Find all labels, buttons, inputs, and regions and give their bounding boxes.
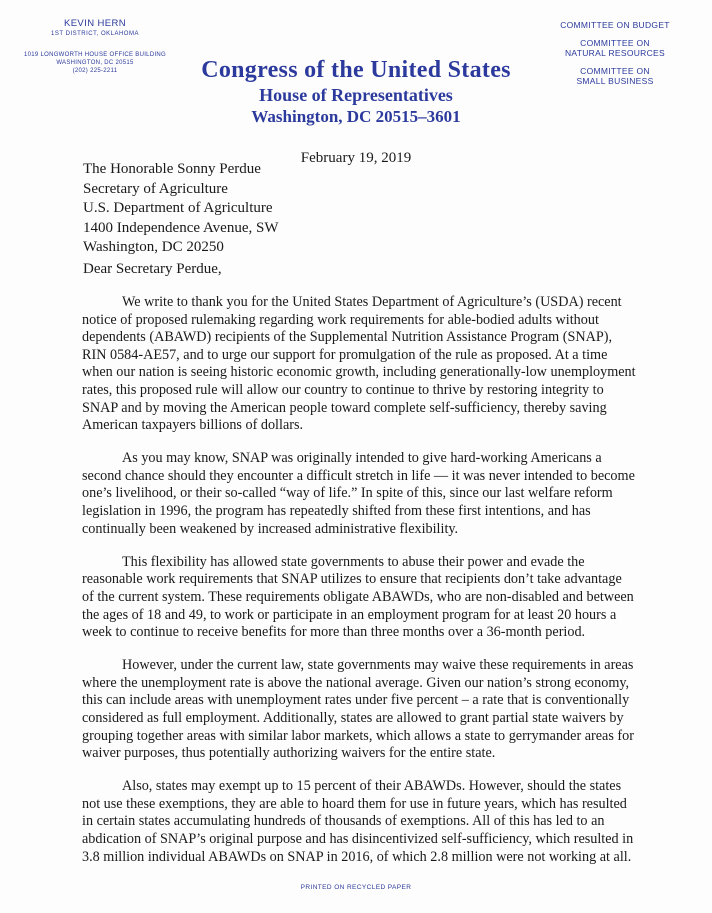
- office-line-1: 1019 LONGWORTH HOUSE OFFICE BUILDING: [23, 52, 167, 58]
- body-paragraph: However, under the current law, state governments may waive these requirements in areas where the unemployment rate is above the national average. Given our nation’s strong economy, this can include areas with unemployment rates under five percent – a rate that is conventionally considered as full employment. Additionally, states are allowed to grant partial state waivers by grouping together areas with similar labor markets, which allows a state to gerrymander areas for waiver purposes, thus potentially authorizing waivers for the entire state.: [82, 657, 634, 762]
- letter-body: [82, 294, 637, 882]
- recipient-line: U.S. Department of Agriculture: [83, 200, 273, 216]
- body-paragraph: As you may know, SNAP was originally intended to give hard-working Americans a second chance should they encounter a difficult stretch in life — it was never intended to become one’s livelihood, or their so-called “way of life.” In spite of this, since our last welfare reform legislation in 1996, the program has repeatedly shifted from these first intentions, and has continually been weakened by increased administrative flexibility.: [82, 450, 635, 537]
- office-line-2: WASHINGTON, DC 20515: [56, 60, 134, 66]
- committee-budget: [530, 20, 700, 30]
- committee-line: COMMITTEE ON BUDGET: [560, 20, 670, 30]
- committee-line: COMMITTEE ON: [580, 38, 650, 48]
- letter-date: February 19, 2019: [300, 150, 412, 166]
- body-paragraph: Also, states may exempt up to 15 percent of their ABAWDs. However, should the states not use these exemptions, they are able to hoard them for use in future years, which has resulted in certain states accumulating hundreds of thousands of exemptions. All of this has led to an abdication of SNAP’s original purpose and has disincentivized self-sufficiency, which resulted in 3.8 million individual ABAWDs on SNAP in 2016, of which 2.8 million were not working at all.: [82, 778, 634, 865]
- recipient-line: Washington, DC 20250: [83, 239, 224, 255]
- recipient-line: The Honorable Sonny Perdue: [83, 161, 261, 177]
- recipient-line: 1400 Independence Avenue, SW: [83, 219, 279, 236]
- member-name: KEVIN HERN: [63, 18, 127, 29]
- office-phone: (202) 225-2211: [72, 68, 118, 74]
- recycled-paper-note: PRINTED ON RECYCLED PAPER: [300, 884, 412, 891]
- committee-line: NATURAL RESOURCES: [564, 48, 666, 58]
- member-district: 1ST DISTRICT, OKLAHOMA: [51, 31, 139, 37]
- body-paragraph: We write to thank you for the United States Department of Agriculture’s (USDA) recent notice of proposed rulemaking regarding work requirements for able-bodied adults without dependents (ABAWD) recipients of the Supplemental Nutrition Assistance Program (SNAP), RIN 0584-AE57, and to urge our support for promulgation of the rule as proposed. At a time when our nation is seeing historic economic growth, including generationally-low unemployment rates, this proposed rule will allow our country to continue to thrive by restoring integrity to SNAP and by moving the American people toward complete self-sufficiency, thereby saving American taxpayers billions of dollars.: [82, 294, 636, 434]
- committee-small-business: [530, 66, 700, 86]
- recipient-address: [83, 160, 279, 258]
- congress-title: Congress of the United States: [201, 57, 511, 83]
- committee-natural-resources: [530, 38, 700, 58]
- salutation: Dear Secretary Perdue,: [83, 261, 222, 277]
- city-line: Washington, DC 20515–3601: [251, 107, 461, 126]
- house-title: House of Representatives: [259, 85, 453, 105]
- committee-line: COMMITTEE ON: [580, 66, 650, 76]
- committee-line: SMALL BUSINESS: [576, 76, 654, 86]
- body-paragraph: This flexibility has allowed state governments to abuse their power and evade the reasonable work requirements that SNAP utilizes to ensure that recipients don’t take advantage of the current system. These requirements obligate ABAWDs, who are non-disabled and between the ages of 18 and 49, to work or participate in an employment program for at least 20 hours a week to continue to receive benefits for more than three months over a 36-month period.: [82, 553, 634, 641]
- recipient-line: Secretary of Agriculture: [83, 180, 228, 197]
- committee-list: [530, 20, 700, 86]
